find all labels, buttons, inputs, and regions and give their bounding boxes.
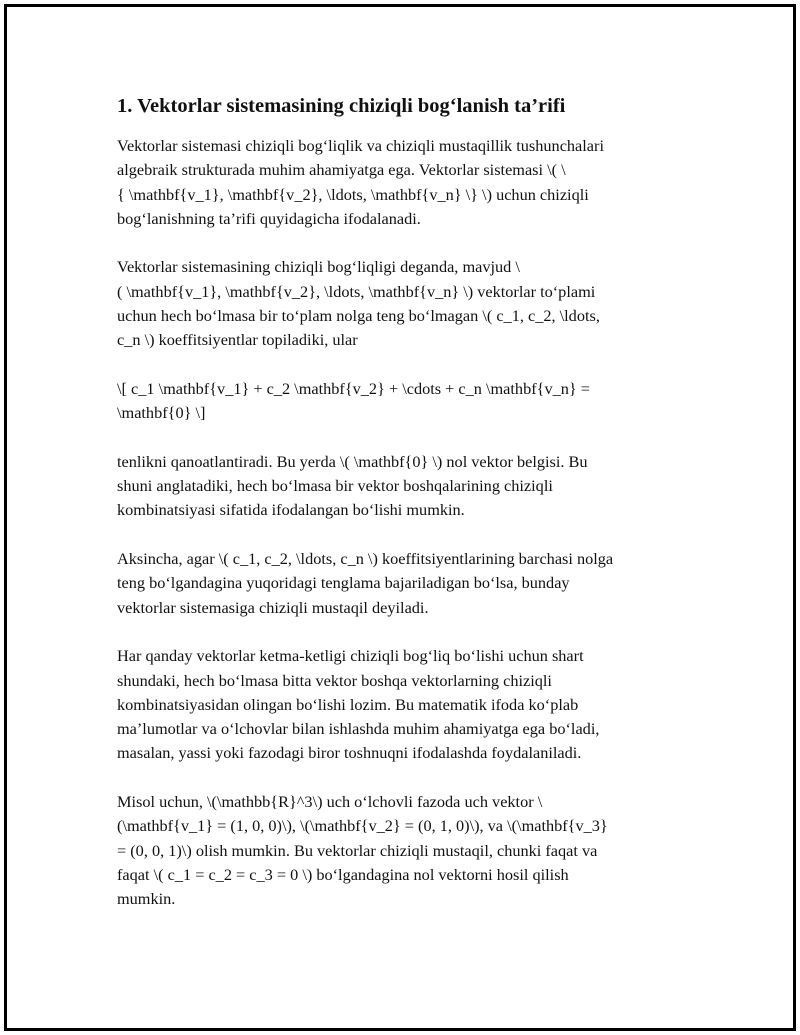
text-line: faqat \( c_1 = c_2 = c_3 = 0 \) bo‘lgandagina nol vektorni hosil qilish xyxy=(117,864,569,884)
text-line: kombinatsiyasi sifatida ifodalangan bo‘lishi mumkin. xyxy=(117,500,465,520)
text-line: Misol uchun, \(\mathbb{R}^3\) uch o‘lchovli fazoda uch vektor \ xyxy=(117,792,543,812)
text-line: ma’lumotlar va o‘lchovlar bilan ishlashda muhim ahamiyatga ega bo‘ladi, xyxy=(117,719,600,739)
text-line: \[ c_1 \mathbf{v_1} + c_2 \mathbf{v_2} + \cdots + c_n \mathbf{v_n} = xyxy=(117,378,590,398)
text-line: shundaki, hech bo‘lmasa bitta vektor boshqa vektorlarning chiziqli xyxy=(117,670,552,690)
text-line: uchun hech bo‘lmasa bir to‘plam nolga teng bo‘lmagan \( c_1, c_2, \ldots, xyxy=(117,306,600,326)
text-line: teng bo‘lgandagina yuqoridagi tenglama bajariladigan bo‘lsa, bunday xyxy=(117,573,570,593)
paragraph-1 xyxy=(117,134,687,231)
text-line: mumkin. xyxy=(117,889,176,909)
text-line: { \mathbf{v_1}, \mathbf{v_2}, \ldots, \mathbf{v_n} \} \) uchun chiziqli xyxy=(117,184,589,204)
text-line: bog‘lanishning ta’rifi quyidagicha ifodalanadi. xyxy=(117,208,421,228)
text-line: vektorlar sistemasiga chiziqli mustaqil deyiladi. xyxy=(117,597,429,617)
paragraph-2 xyxy=(117,255,687,352)
document-body xyxy=(117,92,687,936)
text-line: Aksincha, agar \( c_1, c_2, \ldots, c_n \) koeffitsiyentlarining barchasi nolga xyxy=(117,549,614,569)
paragraph-3 xyxy=(117,377,687,426)
paragraphs-container xyxy=(117,134,687,912)
text-line: algebraik strukturada muhim ahamiyatga ega. Vektorlar sistemasi \( \ xyxy=(117,160,566,180)
paragraph-7 xyxy=(117,790,687,911)
text-line: shuni anglatadiki, hech bo‘lmasa bir vektor boshqalarining chiziqli xyxy=(117,476,553,496)
section-heading: 1. Vektorlar sistemasining chiziqli bog‘lanish ta’rifi xyxy=(117,95,566,117)
text-line: Vektorlar sistemasi chiziqli bog‘liqlik va chiziqli mustaqillik tushunchalari xyxy=(117,136,604,155)
text-line: c_n \) koeffitsiyentlar topiladiki, ular xyxy=(117,330,358,350)
paragraph-6 xyxy=(117,644,687,765)
text-line: Vektorlar sistemasining chiziqli bog‘liqligi deganda, mavjud \ xyxy=(117,257,520,277)
paragraph-4 xyxy=(117,450,687,523)
text-line: (\mathbf{v_1} = (1, 0, 0)\), \(\mathbf{v_2} = (0, 1, 0)\), va \(\mathbf{v_3} xyxy=(117,816,608,836)
text-line: ( \mathbf{v_1}, \mathbf{v_2}, \ldots, \mathbf{v_n} \) vektorlar to‘plami xyxy=(117,281,596,301)
text-line: = (0, 0, 1)\) olish mumkin. Bu vektorlar chiziqli mustaqil, chunki faqat va xyxy=(117,840,598,860)
text-line: \mathbf{0} \] xyxy=(117,403,206,423)
paragraph-5 xyxy=(117,547,687,620)
text-line: Har qanday vektorlar ketma-ketligi chiziqli bog‘liq bo‘lishi uchun shart xyxy=(117,646,584,666)
text-line: masalan, yassi yoki fazodagi biror toshnuqni ifodalashda foydalaniladi. xyxy=(117,743,582,763)
text-line: kombinatsiyasidan olingan bo‘lishi lozim. Bu matematik ifoda ko‘plab xyxy=(117,694,579,714)
text-line: tenlikni qanoatlantiradi. Bu yerda \( \mathbf{0} \) nol vektor belgisi. Bu xyxy=(117,451,588,471)
